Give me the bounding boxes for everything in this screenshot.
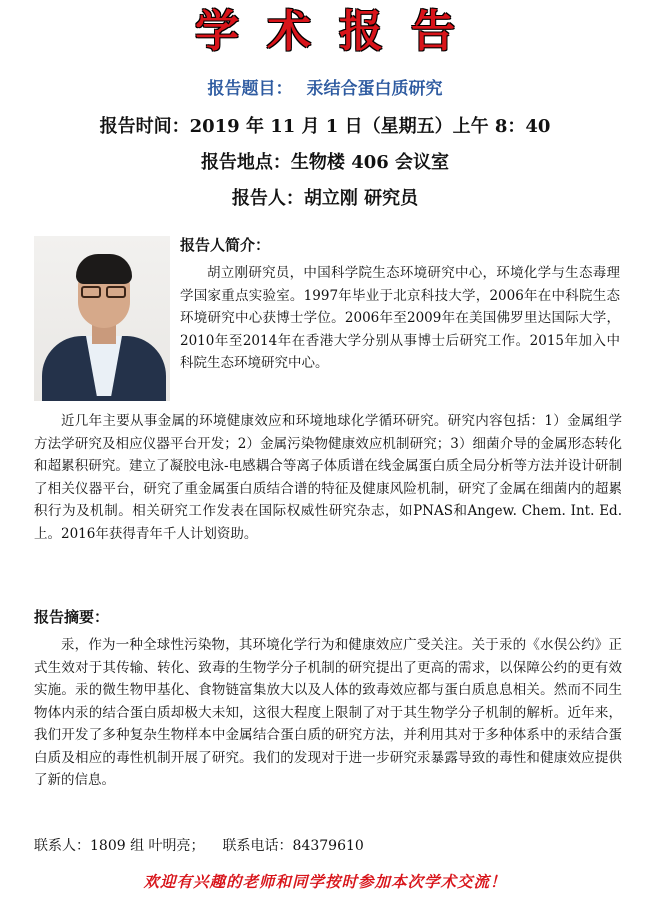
speaker-photo	[34, 236, 170, 401]
topic-label: 报告题目：	[207, 79, 293, 99]
bio-heading: 报告人简介：	[180, 236, 271, 254]
bio-research: 近几年主要从事金属的环境健康效应和环境地球化学循环研究。研究内容包括：1）金属组学方法学研究及相应仪器平台开发；2）金属污染物健康效应机制研究；3）细菌介导的金属形态转化和超累积研究。建立了凝胶电泳-电感耦合等离子体质谱在线金属蛋白质全局分析等方法并设计研制了相关仪器平台，研究了重金属蛋白质结合谱的特征及健康风险机制，研究了金属在细菌内的超累积行为及机制。相关研究工作发表在国际权威性研究杂志，如PNAS和Angew. Chem. Int. Ed.上。2016年获得青年千人计划资助。	[34, 413, 622, 542]
contact-info	[34, 836, 622, 856]
contact-phone: 联系电话：84379610	[222, 838, 364, 854]
talk-topic	[0, 74, 650, 99]
abstract-text: 汞，作为一种全球性污染物，其环境化学行为和健康效应广受关注。关于汞的《水俣公约》正式生效对于其传输、转化、致毒的生物学分子机制的研究提出了更高的需求，以保障公约的更有效实施。汞的微生物甲基化、食物链富集放大以及人体的致毒效应都与蛋白质息息相关。然而不同生物体内汞的结合蛋白质却极大未知，这很大程度上限制了对于其生物学分子机制的解析。近年来，我们开发了多种复杂生物样本中金属结合蛋白质的研究方法，并利用其对于多种体系中的汞结合蛋白质及相应的毒性机制开展了研究。我们的发现对于进一步研究汞暴露导致的毒性和健康效应提供了新的信息。	[34, 637, 622, 788]
bio-intro: 胡立刚研究员，中国科学院生态环境研究中心，环境化学与生态毒理学国家重点实验室。1997年毕业于北京科技大学，2006年在中科院生态环境研究中心获博士学位。2006年至2009年在美国佛罗里达国际大学，2010年至2014年在香港大学分别从事博士后研究工作。2015年加入中科院生态环境研究中心。	[180, 265, 620, 371]
topic-value: 汞结合蛋白质研究	[306, 79, 443, 99]
talk-location: 报告地点：生物楼 406 会议室	[200, 152, 450, 173]
abstract-heading: 报告摘要：	[34, 608, 110, 626]
contact-person: 联系人：1809 组 叶明亮；	[34, 838, 205, 854]
page-title: 学术报告	[195, 6, 483, 57]
talk-speaker: 报告人：胡立刚 研究员	[231, 188, 419, 209]
talk-time: 报告时间：2019 年 11 月 1 日（星期五）上午 8：40	[99, 116, 551, 137]
welcome-message: 欢迎有兴趣的老师和同学按时参加本次学术交流！	[143, 873, 507, 891]
